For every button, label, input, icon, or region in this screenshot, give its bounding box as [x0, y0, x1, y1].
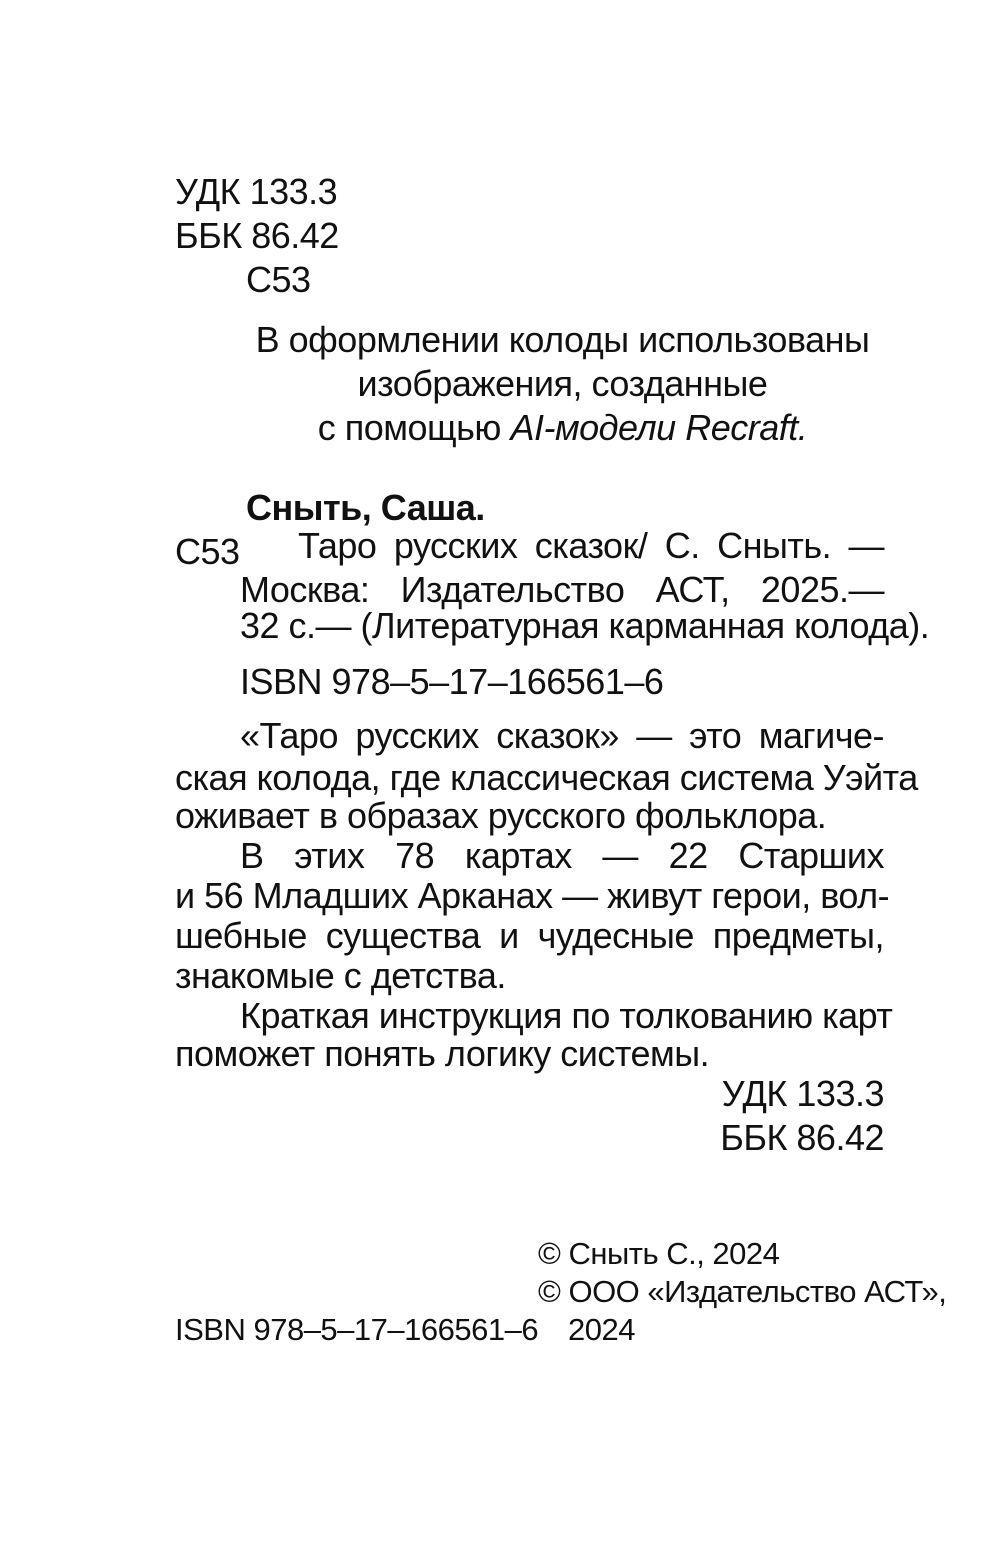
credits-line-3-model: AI-модели Recraft. — [510, 407, 808, 448]
entry-line-2: Москва: Издательство АСТ, 2025.— — [240, 569, 884, 610]
annotation-p1-line-2: ская колода, где классическая система Уэйта — [175, 757, 918, 798]
annotation-p2-line-2: и 56 Младших Арканах — живут герои, вол- — [175, 875, 890, 916]
annotation-p2-line-3: шебные существа и чудесные предметы, — [175, 915, 884, 956]
credits-line-2: изображения, созданные — [357, 363, 768, 404]
annotation-p2-line-4: знакомые с детства. — [175, 955, 506, 996]
credits-line-3 — [200, 406, 925, 450]
entry-line-1: Таро русских сказок/ С. Сныть. — — [298, 525, 884, 566]
footer-isbn: ISBN 978–5–17–166561–6 — [175, 1312, 539, 1347]
bbk-code: ББК 86.42 — [175, 215, 339, 256]
credits-line-3-prefix: с помощью — [317, 407, 511, 448]
annotation-p1-line-3: оживает в образах русского фольклора. — [175, 795, 827, 836]
entry-line-3: 32 с.— (Литературная карманная колода). — [240, 605, 930, 646]
annotation-p3-line-1: Краткая инструкция по толкованию карт — [240, 995, 893, 1036]
entry-author: Сныть, Саша. — [246, 487, 485, 528]
credits-line-1: В оформлении колоды использованы — [255, 319, 870, 360]
copyright-publisher-year: 2024 — [568, 1312, 635, 1347]
bbk-code-right: ББК 86.42 — [720, 1117, 884, 1158]
author-mark: С53 — [246, 259, 311, 300]
annotation-p2-line-1: В этих 78 картах — 22 Старших — [240, 835, 884, 876]
copyright-publisher: © ООО «Издательство АСТ», — [538, 1274, 947, 1309]
annotation-p3-line-2: поможет понять логику системы. — [175, 1033, 710, 1074]
copyright-author: © Сныть С., 2024 — [538, 1236, 780, 1271]
entry-mark: С53 — [175, 531, 240, 572]
udk-code: УДК 133.3 — [175, 171, 338, 212]
udk-code-right: УДК 133.3 — [721, 1073, 884, 1114]
annotation-p1-line-1: «Таро русских сказок» — это магиче- — [240, 715, 884, 756]
entry-isbn: ISBN 978–5–17–166561–6 — [240, 661, 664, 702]
